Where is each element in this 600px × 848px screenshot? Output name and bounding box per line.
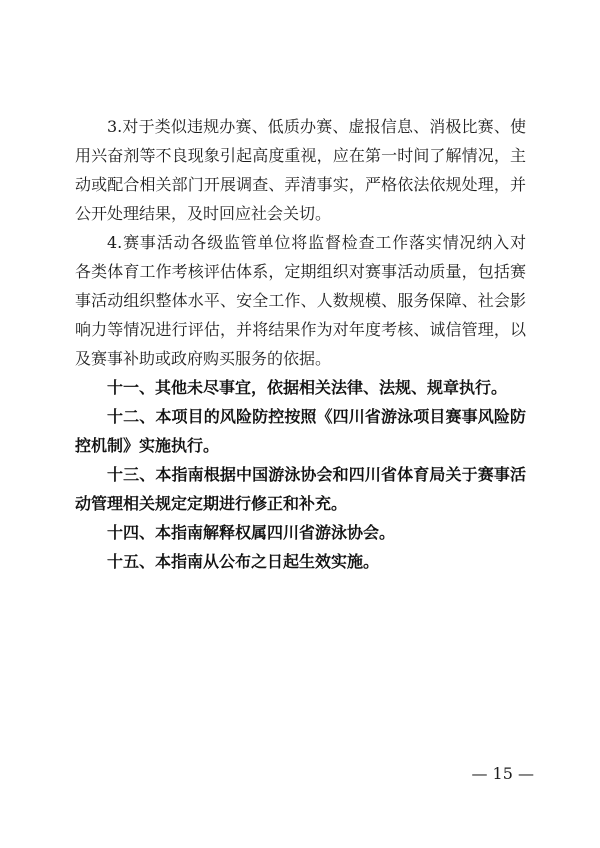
text-line: 十三、本指南根据中国游泳协会和四川省体育局关于赛事活 (107, 465, 526, 484)
text-line: 4.赛事活动各级监管单位将监督检查工作落实情况纳入对 (107, 233, 526, 252)
text-line: 动管理相关规定定期进行修正和补充。 (75, 494, 348, 513)
text-line: 十五、本指南从公布之日起生效实施。 (107, 552, 380, 571)
text-line: 响力等情况进行评估，并将结果作为对年度考核、诚信管理，以 (75, 320, 526, 339)
clause-thirteen (75, 460, 526, 518)
text-line: 公开处理结果，及时回应社会关切。 (75, 204, 332, 223)
text-line: 及赛事补助或政府购买服务的依据。 (75, 349, 332, 368)
text-line: 各类体育工作考核评估体系，定期组织对赛事活动质量，包括赛 (75, 262, 526, 281)
text-line: 控机制》实施执行。 (75, 436, 220, 455)
text-line: 十一、其他未尽事宜，依据相关法律、法规、规章执行。 (107, 378, 508, 397)
text-line: 十四、本指南解释权属四川省游泳协会。 (107, 523, 396, 542)
text-line: 3.对于类似违规办赛、低质办赛、虚报信息、消极比赛、使 (107, 117, 526, 136)
page-number: — 15 — (471, 764, 534, 783)
document-body (75, 112, 526, 576)
text-line: 用兴奋剂等不良现象引起高度重视，应在第一时间了解情况，主 (75, 146, 526, 165)
text-line: 事活动组织整体水平、安全工作、人数规模、服务保障、社会影 (75, 291, 526, 310)
clause-eleven (75, 373, 526, 402)
text-line: 动或配合相关部门开展调查、弄清事实，严格依法依规处理，并 (75, 175, 526, 194)
clause-fifteen (75, 547, 526, 576)
paragraph-item-3 (75, 112, 526, 228)
clause-twelve (75, 402, 526, 460)
text-line: 十二、本项目的风险防控按照《四川省游泳项目赛事风险防 (107, 407, 526, 426)
clause-fourteen (75, 518, 526, 547)
paragraph-item-4 (75, 228, 526, 373)
